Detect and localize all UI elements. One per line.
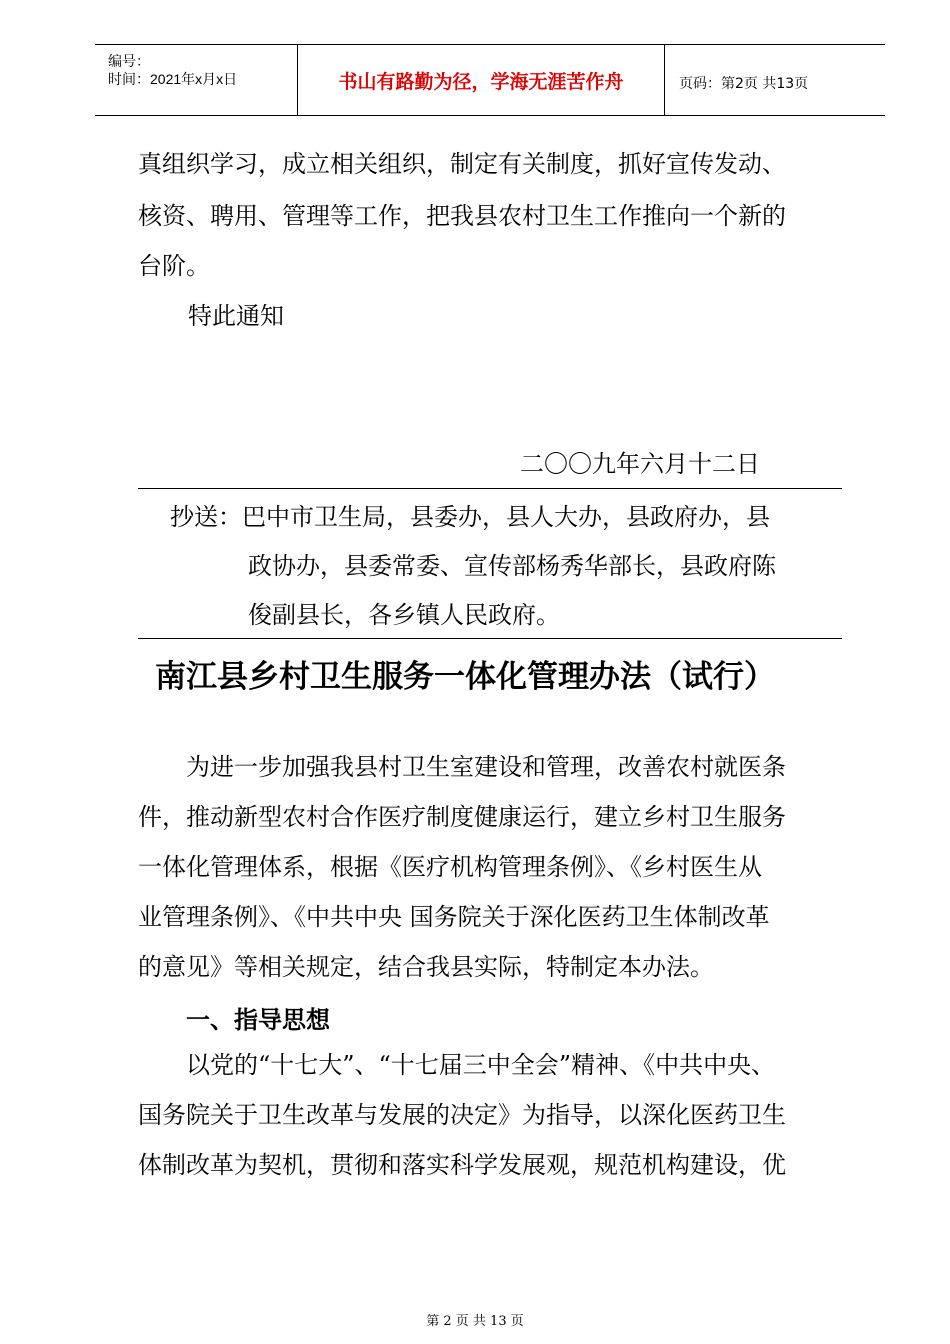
header-meta xyxy=(95,45,298,115)
page-header xyxy=(95,44,885,116)
intro-line: 一体化管理体系，根据《医疗机构管理条例》、《乡村医生从 xyxy=(138,853,762,881)
cc-line: 抄送：巴中市卫生局，县委办，县人大办，县政府办，县 xyxy=(170,503,770,531)
cc-line: 俊副县长，各乡镇人民政府。 xyxy=(248,601,560,629)
section-line: 体制改革为契机，贯彻和落实科学发展观，规范机构建设，优 xyxy=(138,1151,786,1179)
time-label: 时间：2021年x月x日 xyxy=(108,71,238,87)
header-motto: 书山有路勤为径，学海无涯苦作舟 xyxy=(298,45,665,115)
section-line: 国务院关于卫生改革与发展的决定》为指导，以深化医药卫生 xyxy=(138,1101,786,1129)
document-title: 南江县乡村卫生服务一体化管理办法（试行） xyxy=(155,659,775,695)
section-heading: 一、指导思想 xyxy=(186,1006,330,1034)
header-page-info: 页码：第2页 共13页 xyxy=(679,76,809,92)
divider-bottom xyxy=(138,638,842,639)
intro-line: 的意见》等相关规定，结合我县实际，特制定本办法。 xyxy=(138,953,714,981)
intro-line: 为进一步加强我县村卫生室建设和管理，改善农村就医条 xyxy=(186,753,786,781)
body-line: 台阶。 xyxy=(138,252,210,280)
cc-line: 政协办，县委常委、宣传部杨秀华部长，县政府陈 xyxy=(248,552,776,580)
number-label: 编号： xyxy=(108,53,150,69)
body-line: 真组织学习，成立相关组织，制定有关制度，抓好宣传发动、 xyxy=(138,150,786,178)
section-line: 以党的“十七大”、“十七届三中全会”精神、《中共中央、 xyxy=(186,1051,776,1079)
body-line: 核资、聘用、管理等工作，把我县农村卫生工作推向一个新的 xyxy=(138,202,786,230)
divider-top xyxy=(138,488,842,489)
intro-line: 业管理条例》、《中共中央 国务院关于深化医药卫生体制改革 xyxy=(138,903,770,931)
page-footer: 第 2 页 共 13 页 xyxy=(426,1314,524,1329)
notice-text: 特此通知 xyxy=(188,302,284,330)
date-text: 二〇〇九年六月十二日 xyxy=(520,450,760,478)
intro-line: 件，推动新型农村合作医疗制度健康运行，建立乡村卫生服务 xyxy=(138,803,786,831)
